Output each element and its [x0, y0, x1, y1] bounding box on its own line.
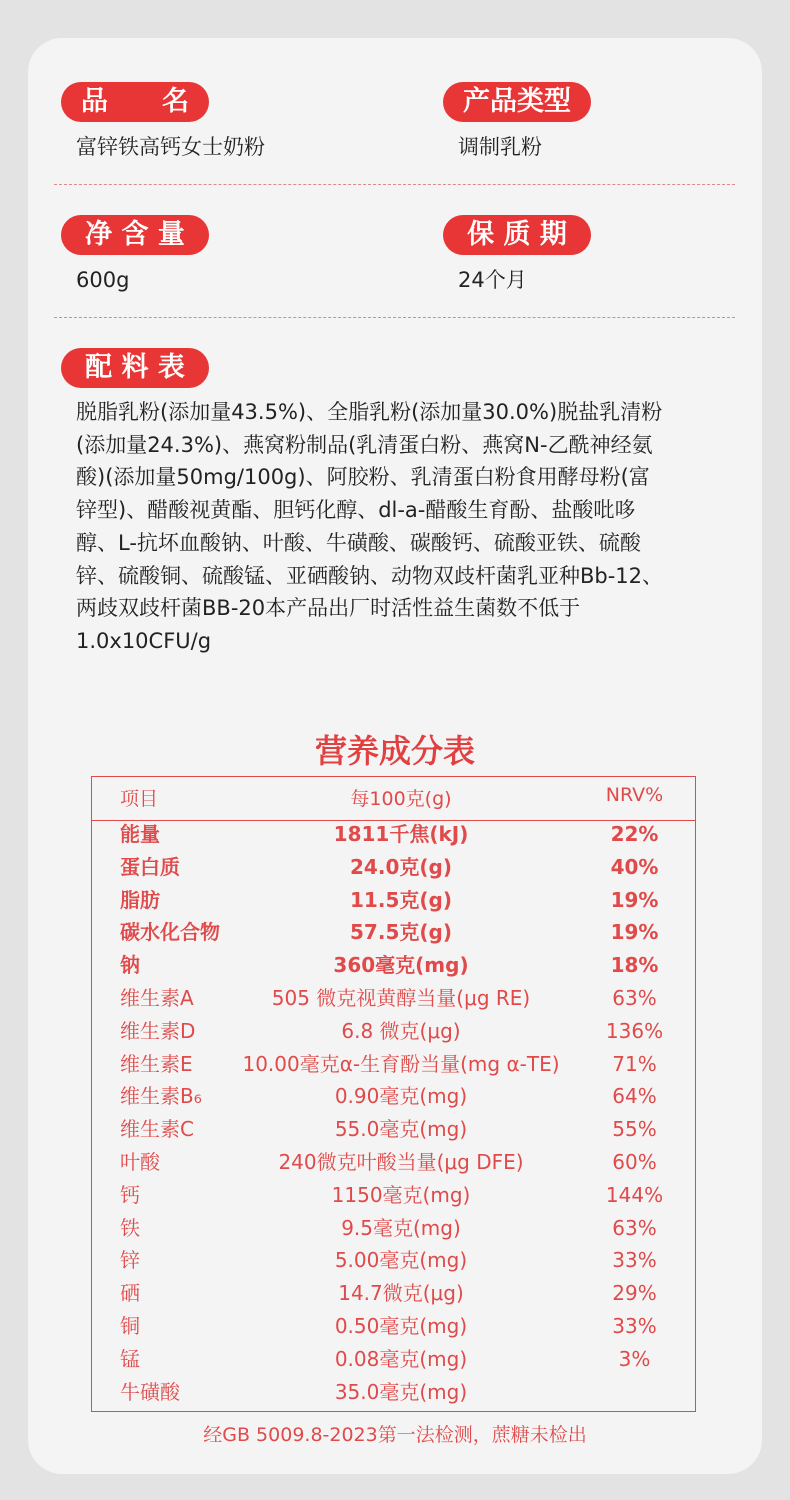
- nutrient-amount: 1811千焦(kJ): [333, 822, 469, 846]
- nutrient-amount: 10.00毫克α-生育酚当量(mg α-TE): [242, 1051, 560, 1076]
- nutrient-amount: 0.50毫克(mg): [334, 1313, 468, 1338]
- nutrient-amount: 6.8 微克(μg): [341, 1018, 461, 1043]
- ingredients-line: 1.0x10CFU/g: [76, 628, 212, 653]
- nutrient-amount: 0.08毫克(mg): [334, 1346, 468, 1371]
- table-row: [91, 818, 696, 851]
- ingredients-line: (添加量24.3%)、燕窝粉制品(乳清蛋白粉、燕窝N-乙酰神经氨: [76, 432, 653, 457]
- table-row: [91, 1376, 696, 1409]
- nutrient-name: 维生素E: [120, 1051, 193, 1076]
- nutrient-nrv: 22%: [610, 822, 659, 846]
- ingredients-text: [76, 396, 736, 658]
- nutrient-name: 碳水化合物: [120, 920, 220, 945]
- nutrient-amount: 11.5克(g): [350, 887, 452, 912]
- table-row: [91, 851, 696, 884]
- nutrient-name: 维生素A: [120, 985, 194, 1010]
- nutrient-nrv: 63%: [612, 985, 657, 1010]
- nutrient-amount: 35.0毫克(mg): [334, 1379, 468, 1404]
- nutrient-name: 铜: [120, 1313, 140, 1338]
- nutrient-name: 维生素C: [120, 1117, 194, 1142]
- nutrient-amount: 1150毫克(mg): [331, 1182, 471, 1207]
- net-content-label-badge: 净 含 量: [61, 215, 209, 255]
- nutrition-table-header: [91, 784, 696, 814]
- ingredients-line: 脱脂乳粉(添加量43.5%)、全脂乳粉(添加量30.0%)脱盐乳清粉: [76, 400, 663, 424]
- product-type-value: 调制乳粉: [458, 135, 542, 159]
- product-name-value: 富锌铁高钙女士奶粉: [76, 135, 265, 159]
- nutrient-nrv: 40%: [610, 854, 659, 879]
- table-row: [91, 884, 696, 917]
- header-per-100g: 每100克(g): [350, 788, 452, 810]
- nutrient-nrv: 3%: [618, 1346, 651, 1371]
- nutrient-nrv: 55%: [612, 1117, 657, 1142]
- table-row: [91, 1146, 696, 1179]
- nutrient-nrv: 18%: [610, 953, 659, 978]
- name-label-badge: 品 名: [61, 82, 209, 122]
- nutrient-name: 能量: [120, 822, 160, 846]
- nutrient-nrv: 144%: [605, 1182, 664, 1207]
- nutrient-name: 维生素D: [120, 1018, 196, 1043]
- ingredients-line: 醇、L-抗坏血酸钠、叶酸、牛磺酸、碳酸钙、硫酸亚铁、硫酸: [76, 530, 641, 555]
- nutrient-nrv: 19%: [610, 920, 659, 945]
- nutrient-amount: 24.0克(g): [350, 854, 452, 879]
- nutrient-nrv: 136%: [605, 1018, 664, 1043]
- table-row: [91, 916, 696, 949]
- shelf-life-value: 24个月: [458, 268, 527, 292]
- table-row: [91, 982, 696, 1015]
- table-row: [91, 1212, 696, 1245]
- nutrient-name: 铁: [120, 1215, 140, 1240]
- nutrient-name: 硒: [120, 1281, 140, 1306]
- nutrient-nrv: 33%: [612, 1248, 657, 1273]
- table-row: [91, 949, 696, 982]
- nutrient-nrv: 64%: [612, 1084, 657, 1109]
- table-row: [91, 1113, 696, 1146]
- nutrient-amount: 14.7微克(μg): [338, 1281, 464, 1306]
- table-row: [91, 1048, 696, 1081]
- footnote: 经GB 5009.8-2023第一法检测，蔗糖未检出: [203, 1424, 587, 1446]
- nutrient-amount: 57.5克(g): [350, 920, 452, 945]
- nutrient-nrv: 71%: [612, 1051, 657, 1076]
- ingredients-line: 两歧双歧杆菌BB-20本产品出厂时活性益生菌数不低于: [76, 596, 581, 621]
- nutrition-rows: [91, 818, 696, 1408]
- nutrient-name: 钙: [120, 1182, 140, 1207]
- type-label-badge: 产品类型: [443, 82, 591, 122]
- nutrient-nrv: 19%: [610, 887, 659, 912]
- table-row: [91, 1080, 696, 1113]
- nutrient-nrv: 29%: [612, 1281, 657, 1306]
- shelf-life-label-badge: 保 质 期: [443, 215, 591, 255]
- divider: [54, 317, 735, 318]
- nutrient-name: 蛋白质: [120, 854, 180, 879]
- nutrition-table-title: 营养成分表: [314, 732, 475, 770]
- table-row: [91, 1343, 696, 1376]
- nutrient-name: 锰: [120, 1346, 140, 1371]
- nutrient-amount: 9.5毫克(mg): [341, 1215, 461, 1240]
- nutrient-amount: 5.00毫克(mg): [334, 1248, 468, 1273]
- ingredients-line: 酸)(添加量50mg/100g)、阿胶粉、乳清蛋白粉食用酵母粉(富: [76, 465, 650, 490]
- header-nrv: NRV%: [605, 784, 664, 806]
- nutrient-name: 脂肪: [120, 887, 160, 912]
- table-row: [91, 1015, 696, 1048]
- ingredients-line: 锌型)、醋酸视黄酯、胆钙化醇、dl-a-醋酸生育酚、盐酸吡哆: [76, 498, 636, 523]
- nutrient-amount: 505 微克视黄醇当量(μg RE): [271, 985, 531, 1010]
- divider: [54, 184, 735, 185]
- nutrient-name: 钠: [120, 953, 140, 978]
- table-row: [91, 1244, 696, 1277]
- nutrient-name: 锌: [120, 1248, 140, 1273]
- nutrient-amount: 240微克叶酸当量(μg DFE): [278, 1149, 524, 1174]
- nutrient-name: 叶酸: [120, 1149, 160, 1174]
- table-row: [91, 1310, 696, 1343]
- net-content-value: 600g: [76, 268, 130, 292]
- table-row: [91, 1179, 696, 1212]
- header-item: 项目: [120, 788, 159, 810]
- nutrient-nrv: 60%: [612, 1149, 657, 1174]
- nutrient-nrv: 33%: [612, 1313, 657, 1338]
- ingredients-line: 锌、硫酸铜、硫酸锰、亚硒酸钠、动物双歧杆菌乳亚种Bb-12、: [76, 563, 664, 588]
- nutrient-name: 维生素B₆: [120, 1084, 202, 1109]
- nutrient-name: 牛磺酸: [120, 1379, 180, 1404]
- nutrient-amount: 360毫克(mg): [333, 953, 469, 978]
- nutrient-nrv: 63%: [612, 1215, 657, 1240]
- table-row: [91, 1277, 696, 1310]
- nutrient-amount: 55.0毫克(mg): [334, 1117, 468, 1142]
- nutrient-amount: 0.90毫克(mg): [334, 1084, 468, 1109]
- ingredients-label-badge: 配 料 表: [61, 348, 209, 388]
